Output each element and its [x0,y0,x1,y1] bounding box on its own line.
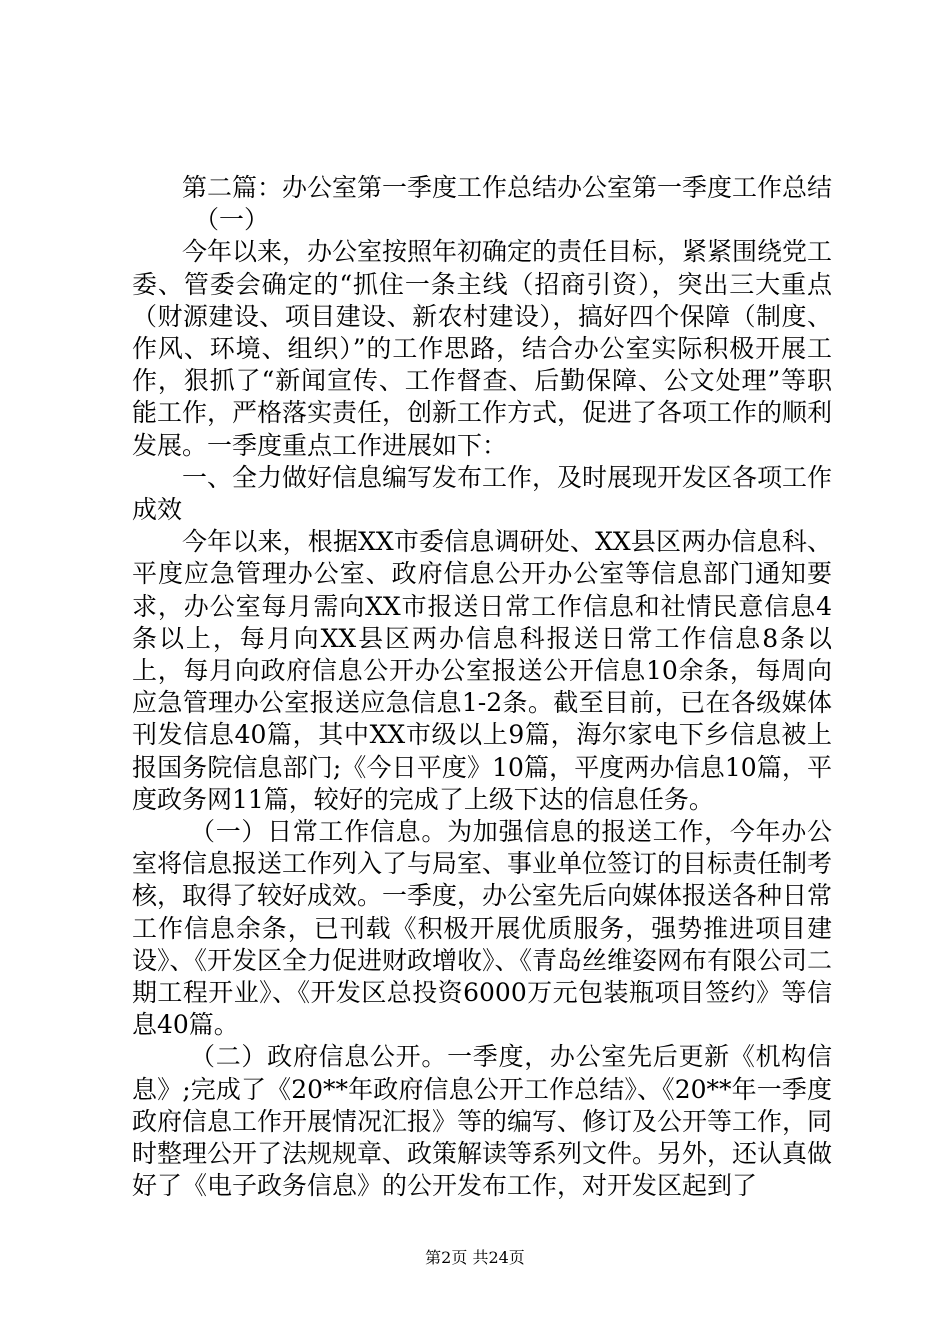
paragraph-daily-info: （一）日常工作信息。为加强信息的报送工作，今年办公室将信息报送工作列入了与局室、事业单位签订的目标责任制考核，取得了较好成效。一季度，办公室先后向媒体报送各种日常工作信息余条，已刊载《积极开展优质服务，强势推进项目建设》、《开发区全力促进财政增收》、《青岛丝维姿网布有限公司二期工程开业》、《开发区总投资6000万元包装瓶项目签约》等信息40篇。 [132,817,833,1040]
page-number: 第2页 共24页 [425,1248,525,1267]
document-title: 第二篇：办公室第一季度工作总结办公室第一季度工作总结 [182,173,833,202]
paragraph-info-work: 今年以来，根据XX市委信息调研处、XX县区两办信息科、平度应急管理办公室、政府信息公开办公室等信息部门通知要求，办公室每月需向XX市报送日常工作信息和社情民意信息4条以上，每月向XX县区两办信息科报送日常工作信息8条以上，每月向政府信息公开办公室报送公开信息10余条，每周向应急管理办公室报送应急信息1-2条。截至目前，已在各级媒体刊发信息40篇，其中XX市级以上9篇，海尔家电下乡信息被上报国务院信息部门;《今日平度》10篇，平度两办信息10篇，平度政务网11篇，较好的完成了上级下达的信息任务。 [132,527,832,814]
paragraph-gov-disclosure: （二）政府信息公开。一季度，办公室先后更新《机构信息》;完成了《20**年政府信息公开工作总结》、《20**年一季度政府信息工作开展情况汇报》等的编写、修订及公开等工作，同时整理公开了法规规章、政策解读等系列文件。另外，还认真做好了《电子政务信息》的公开发布工作，对开发区起到了 [132,1042,833,1201]
section-heading-1: 一、全力做好信息编写发布工作，及时展现开发区各项工作成效 [132,462,833,525]
paragraph-intro: 今年以来，办公室按照年初确定的责任目标，紧紧围绕党工委、管委会确定的“抓住一条主线（招商引资），突出三大重点（财源建设、项目建设、新农村建设），搞好四个保障（制度、作风、环境、组织）”的工作思路，结合办公室实际积极开展工作，狠抓了“新闻宣传、工作督查、后勤保障、公文处理”等职能工作，严格落实责任，创新工作方式，促进了各项工作的顺利发展。一季度重点工作进展如下： [132,237,833,460]
section-mark: （一） [194,205,270,235]
document-body [132,172,832,1203]
